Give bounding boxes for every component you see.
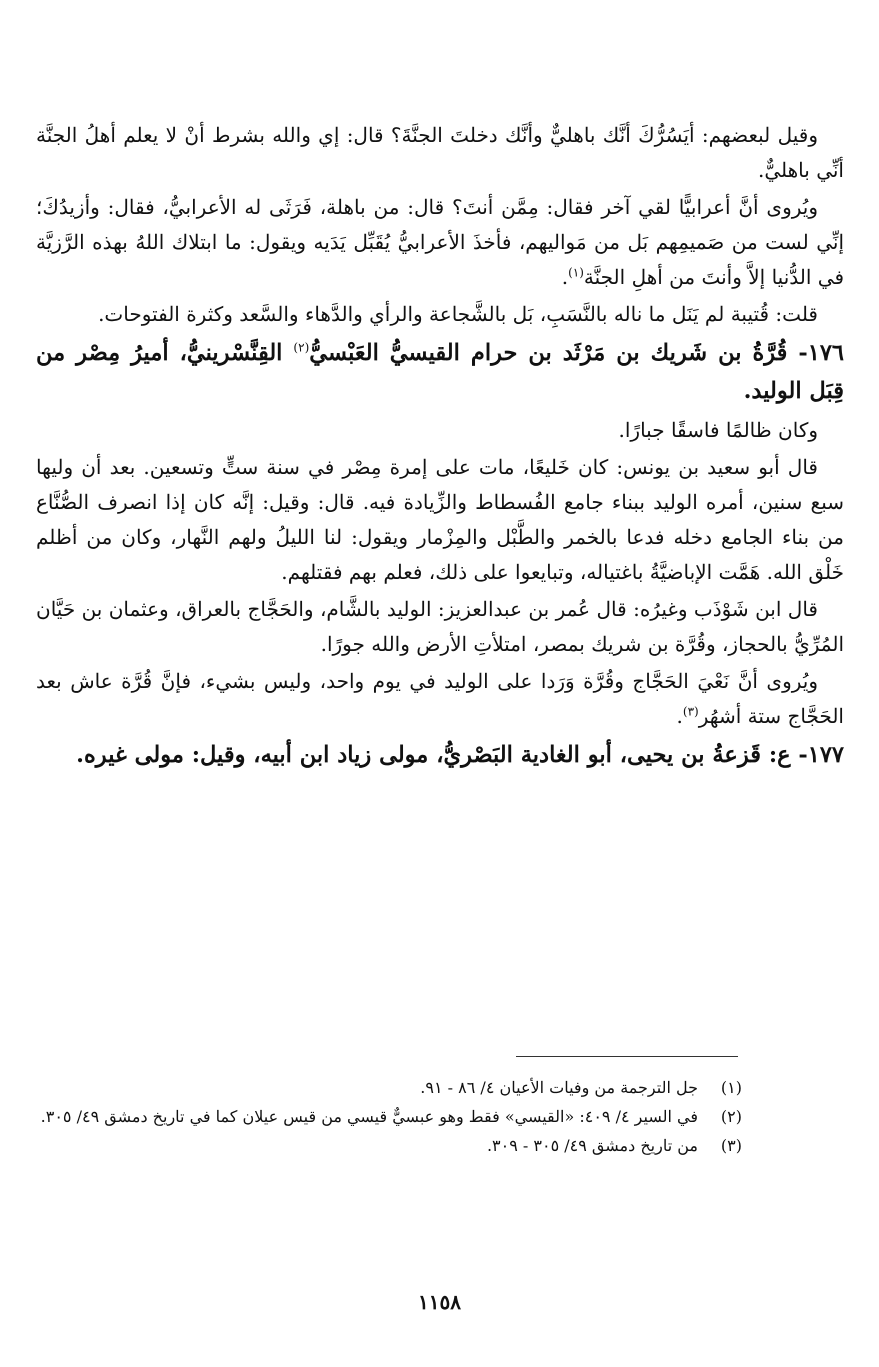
footnote-ref-3[interactable]: (٣) bbox=[682, 704, 699, 719]
footnote-text: في السير ٤/ ٤٠٩: «القيسي» فقط وهو عبسيٌّ قيسي من قيس عيلان كما في تاريخ دمشق ٤٩/ ٣٠٥. bbox=[40, 1107, 698, 1126]
footnote-3 bbox=[36, 1132, 742, 1159]
paragraph-2: ويُروى أنَّ أعرابيًّا لقي آخر فقال: مِمَّن أنتَ؟ قال: من باهلة، فَرَثَى له الأعرابيُّ، فقال: وأزيدُكَ؛ إنِّي لست من صَميمِهم بَل من مَواليهم، فأخذَ الأعرابيُّ يُقَبِّل يَدَيه ويقول: ما ابتلاك اللهُ بهذه الرَّزيَّة في الدُّنيا إلاَّ وأنتَ من أهلِ الجنَّة$^{(١)}$. bbox=[36, 195, 844, 289]
footnotes-section bbox=[36, 1074, 742, 1161]
paragraph-1: وقيل لبعضهم: أيَسُرُّكَ أنَّك باهليٌّ وأنَّك دخلتَ الجنَّةَ؟ قال: إي والله بشرط أنْ لا يعلم أهلُ الجنَّة أنِّي باهليٌّ. bbox=[36, 123, 844, 182]
entry-177-heading: ١٧٧- ع: قَزعةُ بن يحيى، أبو الغادية البَصْريُّ، مولى زياد ابن أبيه، وقيل: مولى غيره. bbox=[76, 742, 844, 768]
footnote-1 bbox=[36, 1074, 742, 1101]
page-body bbox=[36, 118, 844, 777]
paragraph-5: قال أبو سعيد بن يونس: كان خَليعًا، مات على إمرة مِصْر في سنة ستٍّ وتسعين. بعد أن وليها سبع سنين، أمره الوليد ببناء جامع الفُسطاط والزِّيادة فيه. قال: وقيل: إنَّه كان إذا انصرف الصُّنَّاع من بناء الجامع دخله فدعا بالخمر والطَّبْل والمِزْمار ويقول: لنا الليلُ ولهم النَّهار، وكان من أظلم خَلْق الله. هَمَّت الإباضيَّةُ باغتياله، وتبايعوا على ذلك، فعلم بهم فقتلهم. bbox=[36, 455, 844, 584]
paragraph-6: قال ابن شَوْذَب وغيرُه: قال عُمر بن عبدالعزيز: الوليد بالشَّام، والحَجَّاج بالعراق، وعثمان بن حَيَّان المُرِّيُّ بالحجاز، وقُرَّة بن شريك بمصر، امتلأتِ الأرض والله جورًا. bbox=[36, 597, 844, 656]
footnote-ref-2[interactable]: (٢) bbox=[293, 340, 310, 355]
paragraph-3: قلت: قُتيبة لم يَنَل ما ناله بالنَّسَبِ، بَل بالشَّجاعة والرأي والدَّهاء والسَّعد وكثرة الفتوحات. bbox=[98, 302, 818, 326]
footnote-ref-1[interactable]: (١) bbox=[568, 265, 584, 280]
footnote-number: (١) bbox=[720, 1078, 742, 1097]
paragraph-4: وكان ظالمًا فاسقًا جبارًا. bbox=[618, 418, 818, 442]
footnote-2 bbox=[36, 1103, 742, 1130]
footnote-text: من تاريخ دمشق ٤٩/ ٣٠٥ - ٣٠٩. bbox=[486, 1136, 698, 1155]
footnote-divider bbox=[516, 1056, 738, 1057]
entry-176-heading: ١٧٦- قُرَّةُ بن شَريك بن مَرْثَد بن حرام القيسيُّ العَبْسيُّ$^{(٢)}$ القِنَّسْرينيُّ، أميرُ مِصْر من قِبَل الوليد. bbox=[36, 340, 844, 404]
footnote-number: (٢) bbox=[720, 1107, 742, 1126]
footnote-text: جل الترجمة من وفيات الأعيان ٤/ ٨٦ - ٩١. bbox=[420, 1078, 698, 1097]
page-number: ١١٥٨ bbox=[418, 1290, 461, 1314]
paragraph-7: ويُروى أنَّ نَعْيَ الحَجَّاج وقُرَّة وَرَدا على الوليد في يوم واحد، وليس بشيء، فإنَّ قُرَّة عاش بعد الحَجَّاج ستة أشهُر$^{(٣)}$. bbox=[36, 669, 844, 728]
footnote-number: (٣) bbox=[720, 1136, 742, 1155]
